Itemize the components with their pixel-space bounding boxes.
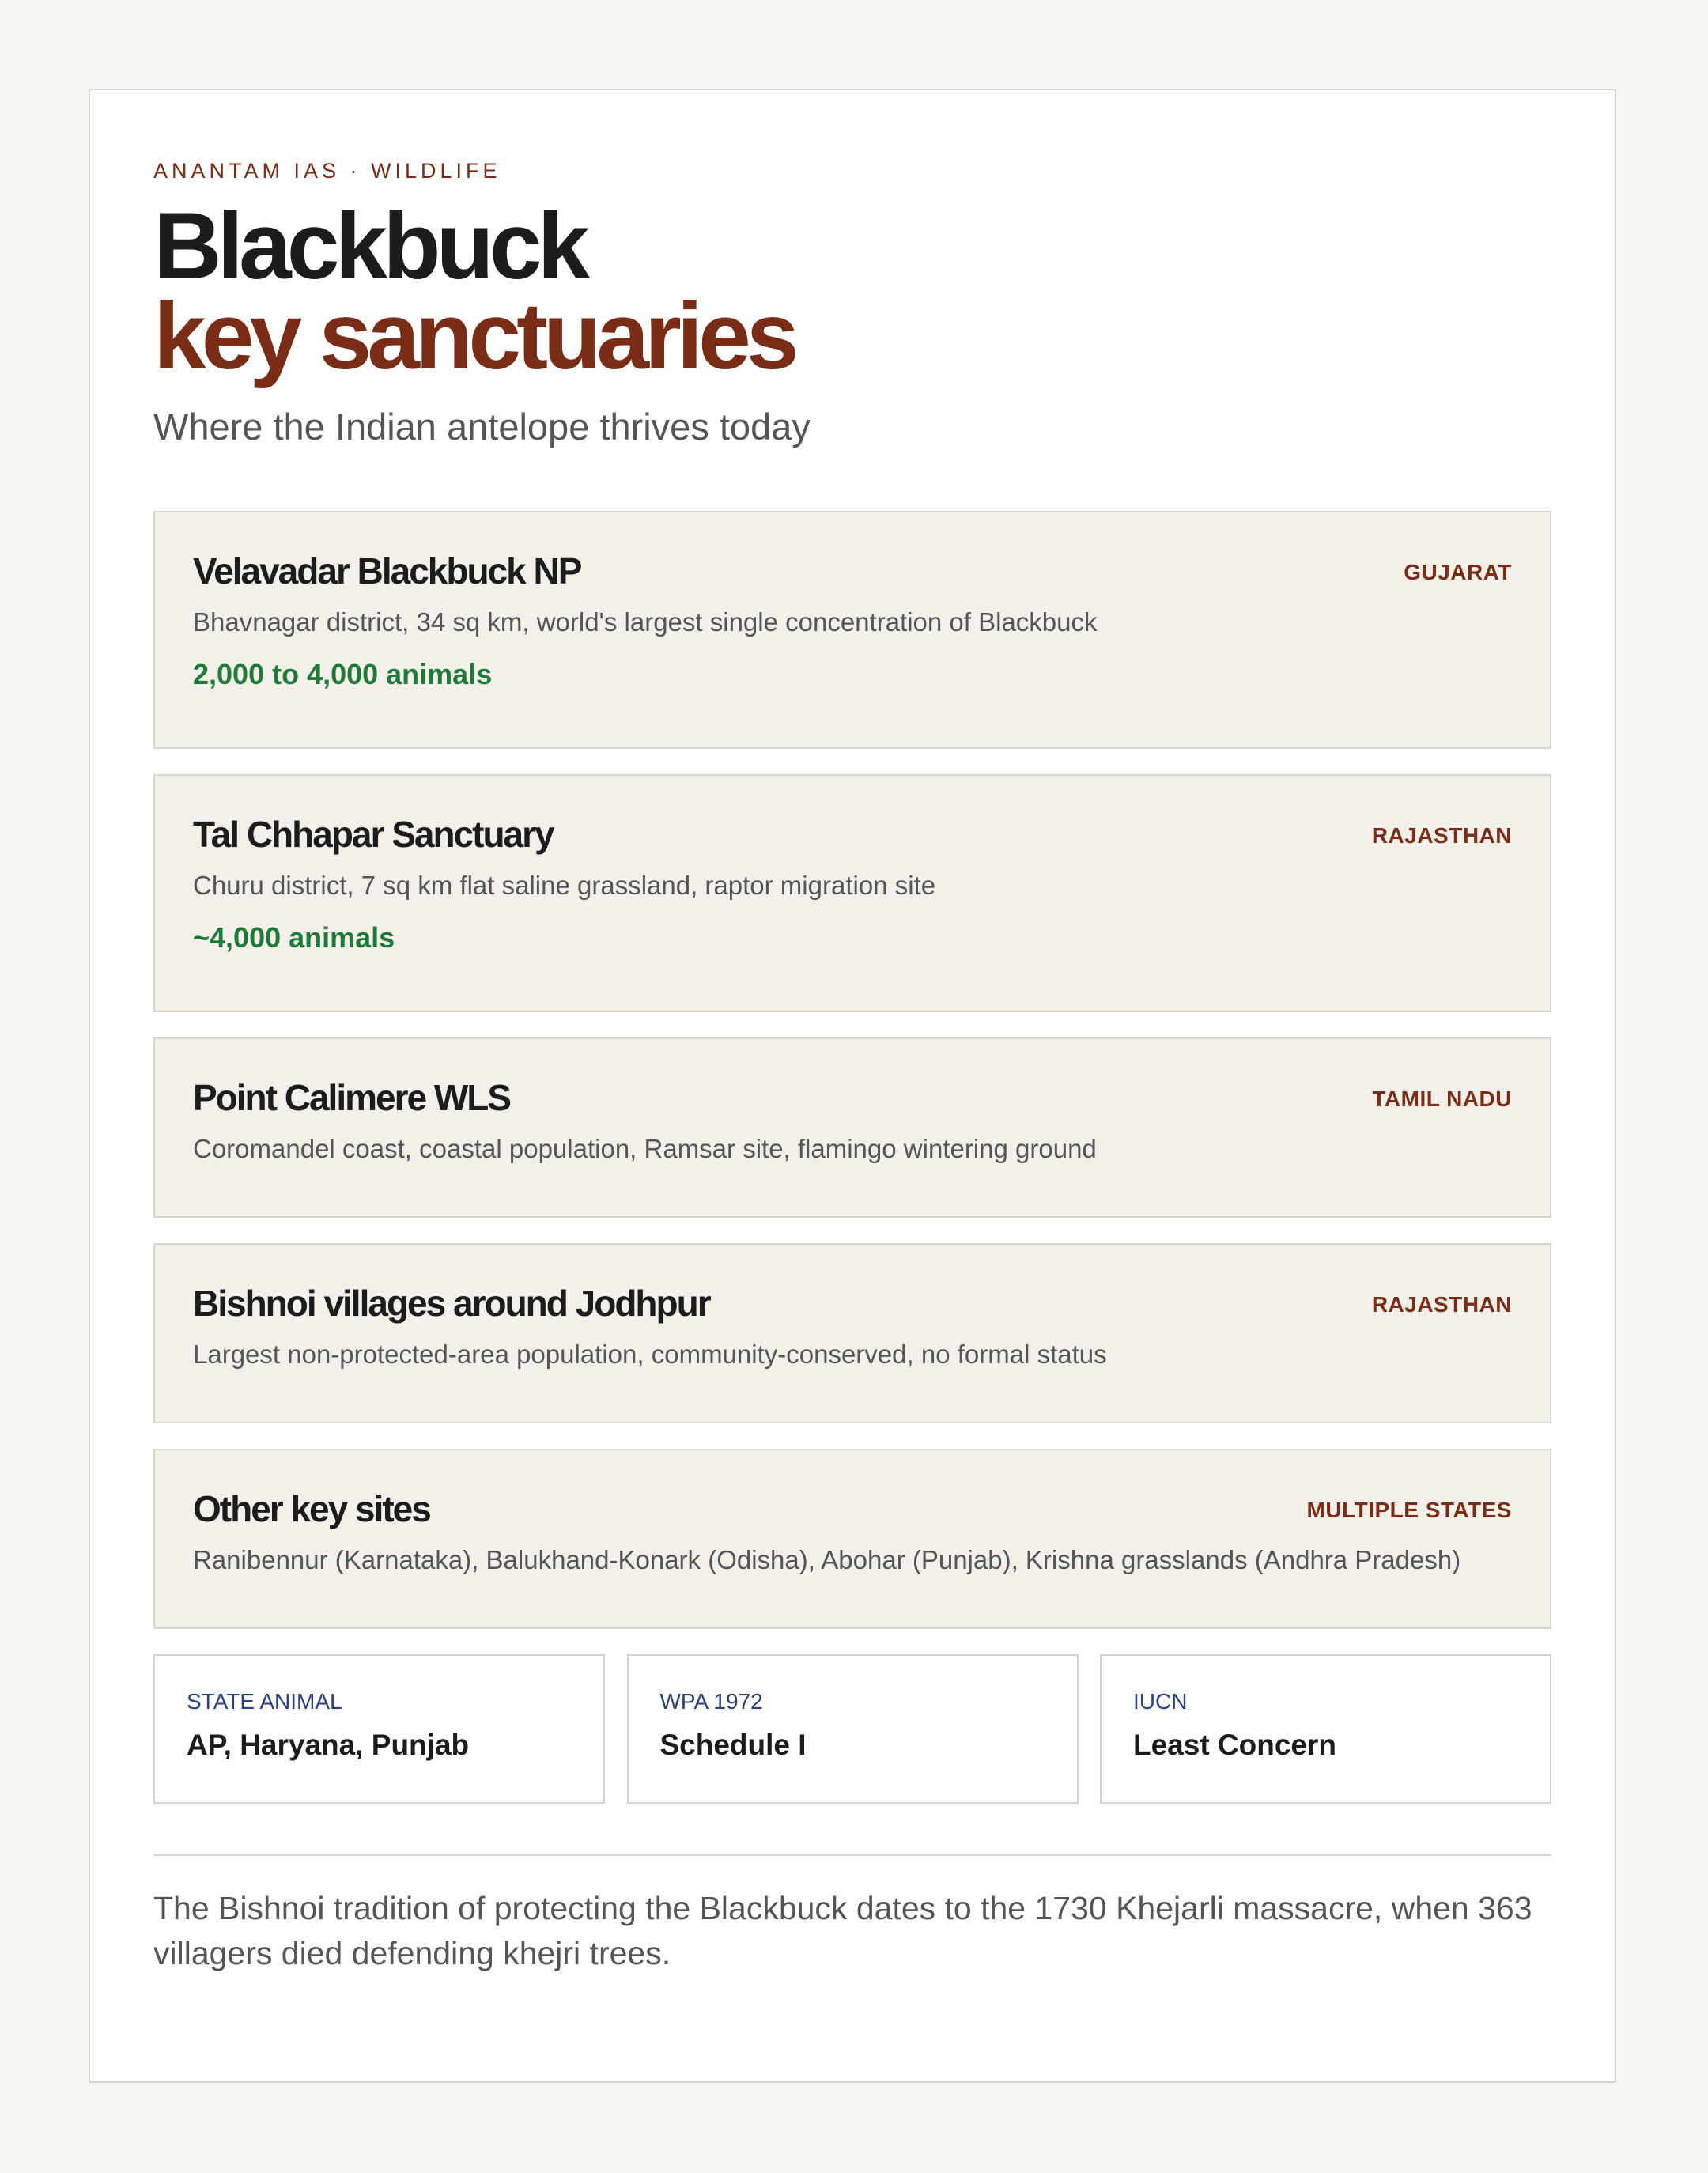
footer-note: The Bishnoi tradition of protecting the Blackbuck dates to the 1730 Khejarli massacre, when 363 villagers died defending khejri trees. [153,1890,1532,1971]
state-tag: RAJASTHAN [1371,1292,1512,1317]
sanctuary-name: Bishnoi villages around Jodhpur [193,1283,710,1324]
sanctuary-name: Other key sites [193,1488,430,1529]
fact-box-iucn [1100,1654,1551,1804]
sanctuary-description: Largest non-protected-area population, community-conserved, no formal status [193,1340,1107,1369]
divider [153,1854,1551,1856]
fact-label: IUCN [1133,1689,1188,1714]
sanctuary-description: Coromandel coast, coastal population, Ramsar site, flamingo wintering ground [193,1134,1097,1163]
fact-value: Schedule I [659,1729,807,1761]
sanctuary-card-tal-chhapar [153,774,1551,1012]
state-tag: MULTIPLE STATES [1306,1498,1512,1522]
fact-value: Least Concern [1133,1729,1337,1761]
sanctuary-card-bishnoi-villages [153,1243,1551,1423]
eyebrow-label: ANANTAM IAS · WILDLIFE [153,159,501,183]
sanctuary-name: Tal Chhapar Sanctuary [193,814,554,855]
state-tag: RAJASTHAN [1371,823,1512,848]
sanctuary-list [153,511,1551,1629]
fact-label: STATE ANIMAL [187,1689,342,1714]
title-line-1: Blackbuck [153,193,586,299]
sanctuary-description: Ranibennur (Karnataka), Balukhand-Konark (Odisha), Abohar (Punjab), Krishna grasslands (Andhra Pradesh) [193,1545,1461,1574]
fact-box-state-animal [153,1654,605,1804]
state-tag: TAMIL NADU [1372,1086,1512,1111]
sanctuary-card-other-sites [153,1449,1551,1629]
sanctuary-description: Churu district, 7 sq km flat saline grassland, raptor migration site [193,871,936,900]
state-tag: GUJARAT [1404,560,1512,584]
title-line-2: key sanctuaries [153,283,795,389]
sanctuary-description: Bhavnagar district, 34 sq km, world's largest single concentration of Blackbuck [193,607,1098,637]
fact-box-wpa [627,1654,1079,1804]
population-count: ~4,000 animals [193,921,395,954]
sanctuary-card-point-calimere [153,1037,1551,1218]
sanctuary-card-velavadar [153,511,1551,749]
page-subtitle: Where the Indian antelope thrives today [153,406,811,448]
population-count: 2,000 to 4,000 animals [193,658,493,690]
page-title [153,193,1551,389]
fact-value: AP, Haryana, Punjab [187,1729,470,1761]
content-panel [89,89,1616,2083]
sanctuary-name: Point Calimere WLS [193,1077,511,1118]
fact-boxes [153,1654,1551,1804]
fact-label: WPA 1972 [659,1689,763,1714]
sanctuary-name: Velavadar Blackbuck NP [193,550,581,591]
